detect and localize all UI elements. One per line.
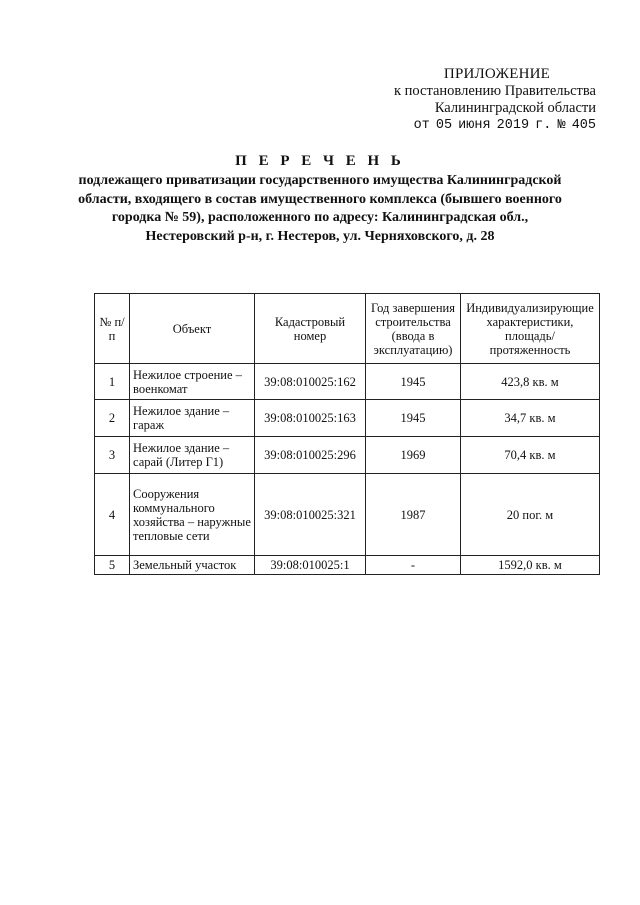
- header-num: № п/п: [95, 294, 130, 364]
- cell-year: 1945: [366, 364, 461, 400]
- cell-year: -: [366, 556, 461, 575]
- cell-year: 1969: [366, 437, 461, 474]
- appendix-region-line: Калининградской области: [434, 100, 596, 116]
- table-row: [95, 364, 600, 400]
- cell-cadastral: 39:08:010025:1: [255, 556, 366, 575]
- appendix-decree-line: к постановлению Правительства: [394, 83, 596, 99]
- cell-num: 1: [95, 364, 130, 400]
- cell-object: Нежилое строение – военкомат: [130, 364, 255, 400]
- table-row: [95, 474, 600, 556]
- cell-year: 1945: [366, 400, 461, 437]
- cell-object: Земельный участок: [130, 556, 255, 575]
- cell-object: Нежилое здание – гараж: [130, 400, 255, 437]
- cell-num: 2: [95, 400, 130, 437]
- document-subject: подлежащего приватизации государственного имущества Калининградской области, входящего в состав имущественного комплекса (бывшего военного городка № 59), расположенного по адресу: Калининградская обл., Нестеровский р-н, г. Нестеров, ул. Черняховского, д. 28: [78, 173, 562, 244]
- appendix-title: ПРИЛОЖЕНИЕ: [443, 66, 550, 82]
- cell-object: Нежилое здание – сарай (Литер Г1): [130, 437, 255, 474]
- cell-year: 1987: [366, 474, 461, 556]
- cell-cadastral: 39:08:010025:296: [255, 437, 366, 474]
- appendix-date-line: от 05 июня 2019 г. № 405: [413, 118, 596, 133]
- document-heading: [60, 153, 580, 246]
- header-cadastral: Кадастровый номер: [255, 294, 366, 364]
- table-header-row: [95, 294, 600, 364]
- property-table: [94, 293, 600, 575]
- cell-characteristics: 34,7 кв. м: [461, 400, 600, 437]
- cell-object: Сооружения коммунального хозяйства – наружные тепловые сети: [130, 474, 255, 556]
- header-object: Объект: [130, 294, 255, 364]
- header-year: Год завершения строительства (ввода в эксплуатацию): [366, 294, 461, 364]
- header-characteristics: Индивидуализирующие характеристики, площадь/ протяженность: [461, 294, 600, 364]
- document-type: П Е Р Е Ч Е Н Ь: [235, 153, 405, 169]
- cell-cadastral: 39:08:010025:162: [255, 364, 366, 400]
- cell-cadastral: 39:08:010025:321: [255, 474, 366, 556]
- cell-characteristics: 70,4 кв. м: [461, 437, 600, 474]
- cell-num: 3: [95, 437, 130, 474]
- cell-num: 4: [95, 474, 130, 556]
- cell-cadastral: 39:08:010025:163: [255, 400, 366, 437]
- cell-characteristics: 423,8 кв. м: [461, 364, 600, 400]
- table-row: [95, 556, 600, 575]
- table-row: [95, 437, 600, 474]
- cell-characteristics: 1592,0 кв. м: [461, 556, 600, 575]
- appendix-block: [356, 66, 596, 134]
- table-row: [95, 400, 600, 437]
- cell-num: 5: [95, 556, 130, 575]
- cell-characteristics: 20 пог. м: [461, 474, 600, 556]
